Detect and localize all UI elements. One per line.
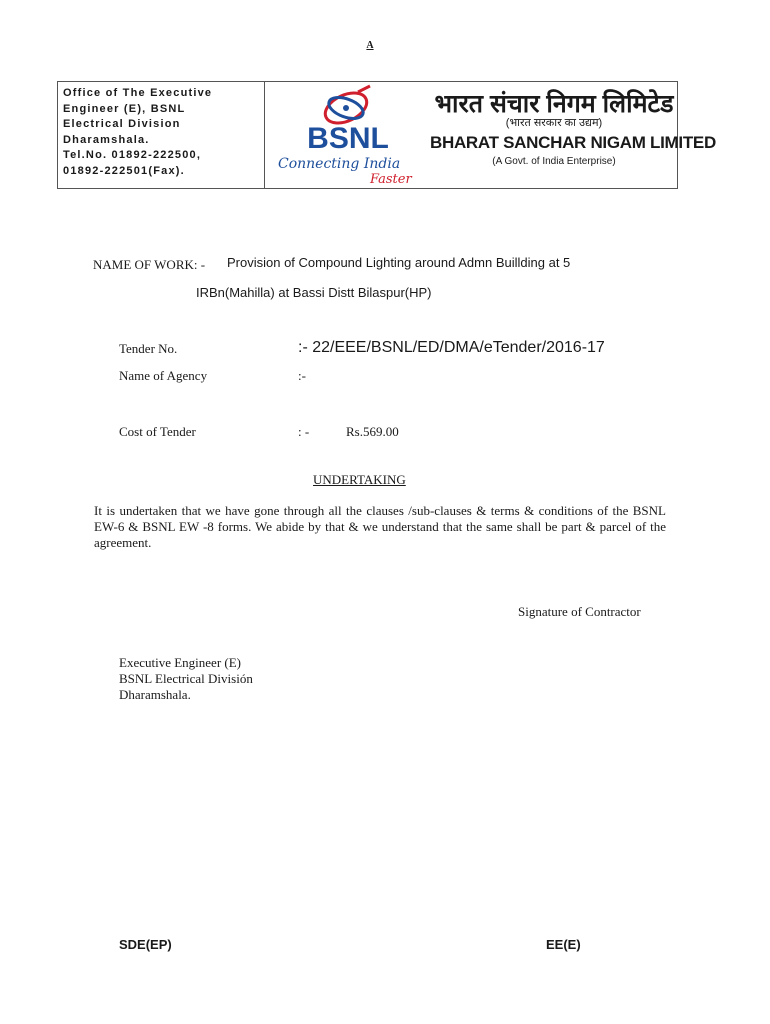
office-line: 01892-222501(Fax). <box>63 164 185 177</box>
address-line: Executive Engineer (E) <box>119 655 241 670</box>
footer-left: SDE(EP) <box>119 937 172 952</box>
signature-label: Signature of Contractor <box>518 604 641 619</box>
company-title-block <box>430 82 716 188</box>
name-of-work-label: NAME OF WORK: - <box>93 257 206 272</box>
cost-value: Rs.569.00 <box>346 424 399 439</box>
office-line: Dharamshala. <box>63 133 150 146</box>
logo-tagline-faster: Faster <box>370 172 412 187</box>
office-line: Electrical Division <box>63 118 181 131</box>
office-line: Engineer (E), BSNL <box>63 102 186 115</box>
bsnl-logo-icon <box>266 82 430 188</box>
office-line: Tel.No. 01892-222500, <box>63 149 202 162</box>
company-name-hindi: भारत संचार निगम लिमिटेड <box>434 90 674 118</box>
bsnl-logo <box>266 82 430 188</box>
footer-right: EE(E) <box>546 937 581 952</box>
tender-no-value: :- 22/EEE/BSNL/ED/DMA/eTender/2016-17 <box>298 339 605 356</box>
office-address-block <box>58 82 265 188</box>
page-mark: A <box>366 40 374 51</box>
undertaking-text: It is undertaken that we have gone through all the clauses /sub-clauses & terms & conditions of the BSNL EW-6 & BSNL EW -8 forms. We abide by that & we understand that the same shall be part & parcel of the agreement. <box>94 503 666 550</box>
recipient-address <box>119 655 253 703</box>
name-of-work-line1: Provision of Compound Lighting around Admn Buillding at 5 <box>227 255 571 270</box>
office-line: Office of The Executive <box>63 87 213 99</box>
name-of-work-line2: IRBn(Mahilla) at Bassi Distt Bilaspur(HP) <box>196 285 432 300</box>
company-name-english: BHARAT SANCHAR NIGAM LIMITED <box>430 133 716 152</box>
agency-separator: :- <box>298 368 306 383</box>
undertaking-heading: UNDERTAKING <box>313 472 406 487</box>
cost-separator: : - <box>298 424 310 439</box>
agency-label: Name of Agency <box>119 368 208 383</box>
letterhead <box>57 81 716 189</box>
address-line: BSNL Electrical División <box>119 671 253 686</box>
logo-wordmark: BSNL <box>307 122 389 155</box>
cost-label: Cost of Tender <box>119 424 196 439</box>
address-line: Dharamshala. <box>119 687 191 702</box>
company-subtitle-hindi: (भारत सरकार का उद्यम) <box>505 117 603 129</box>
company-subtitle-english: (A Govt. of India Enterprise) <box>492 156 616 167</box>
tender-no-label: Tender No. <box>119 341 178 356</box>
logo-tagline: Connecting India <box>278 156 401 172</box>
